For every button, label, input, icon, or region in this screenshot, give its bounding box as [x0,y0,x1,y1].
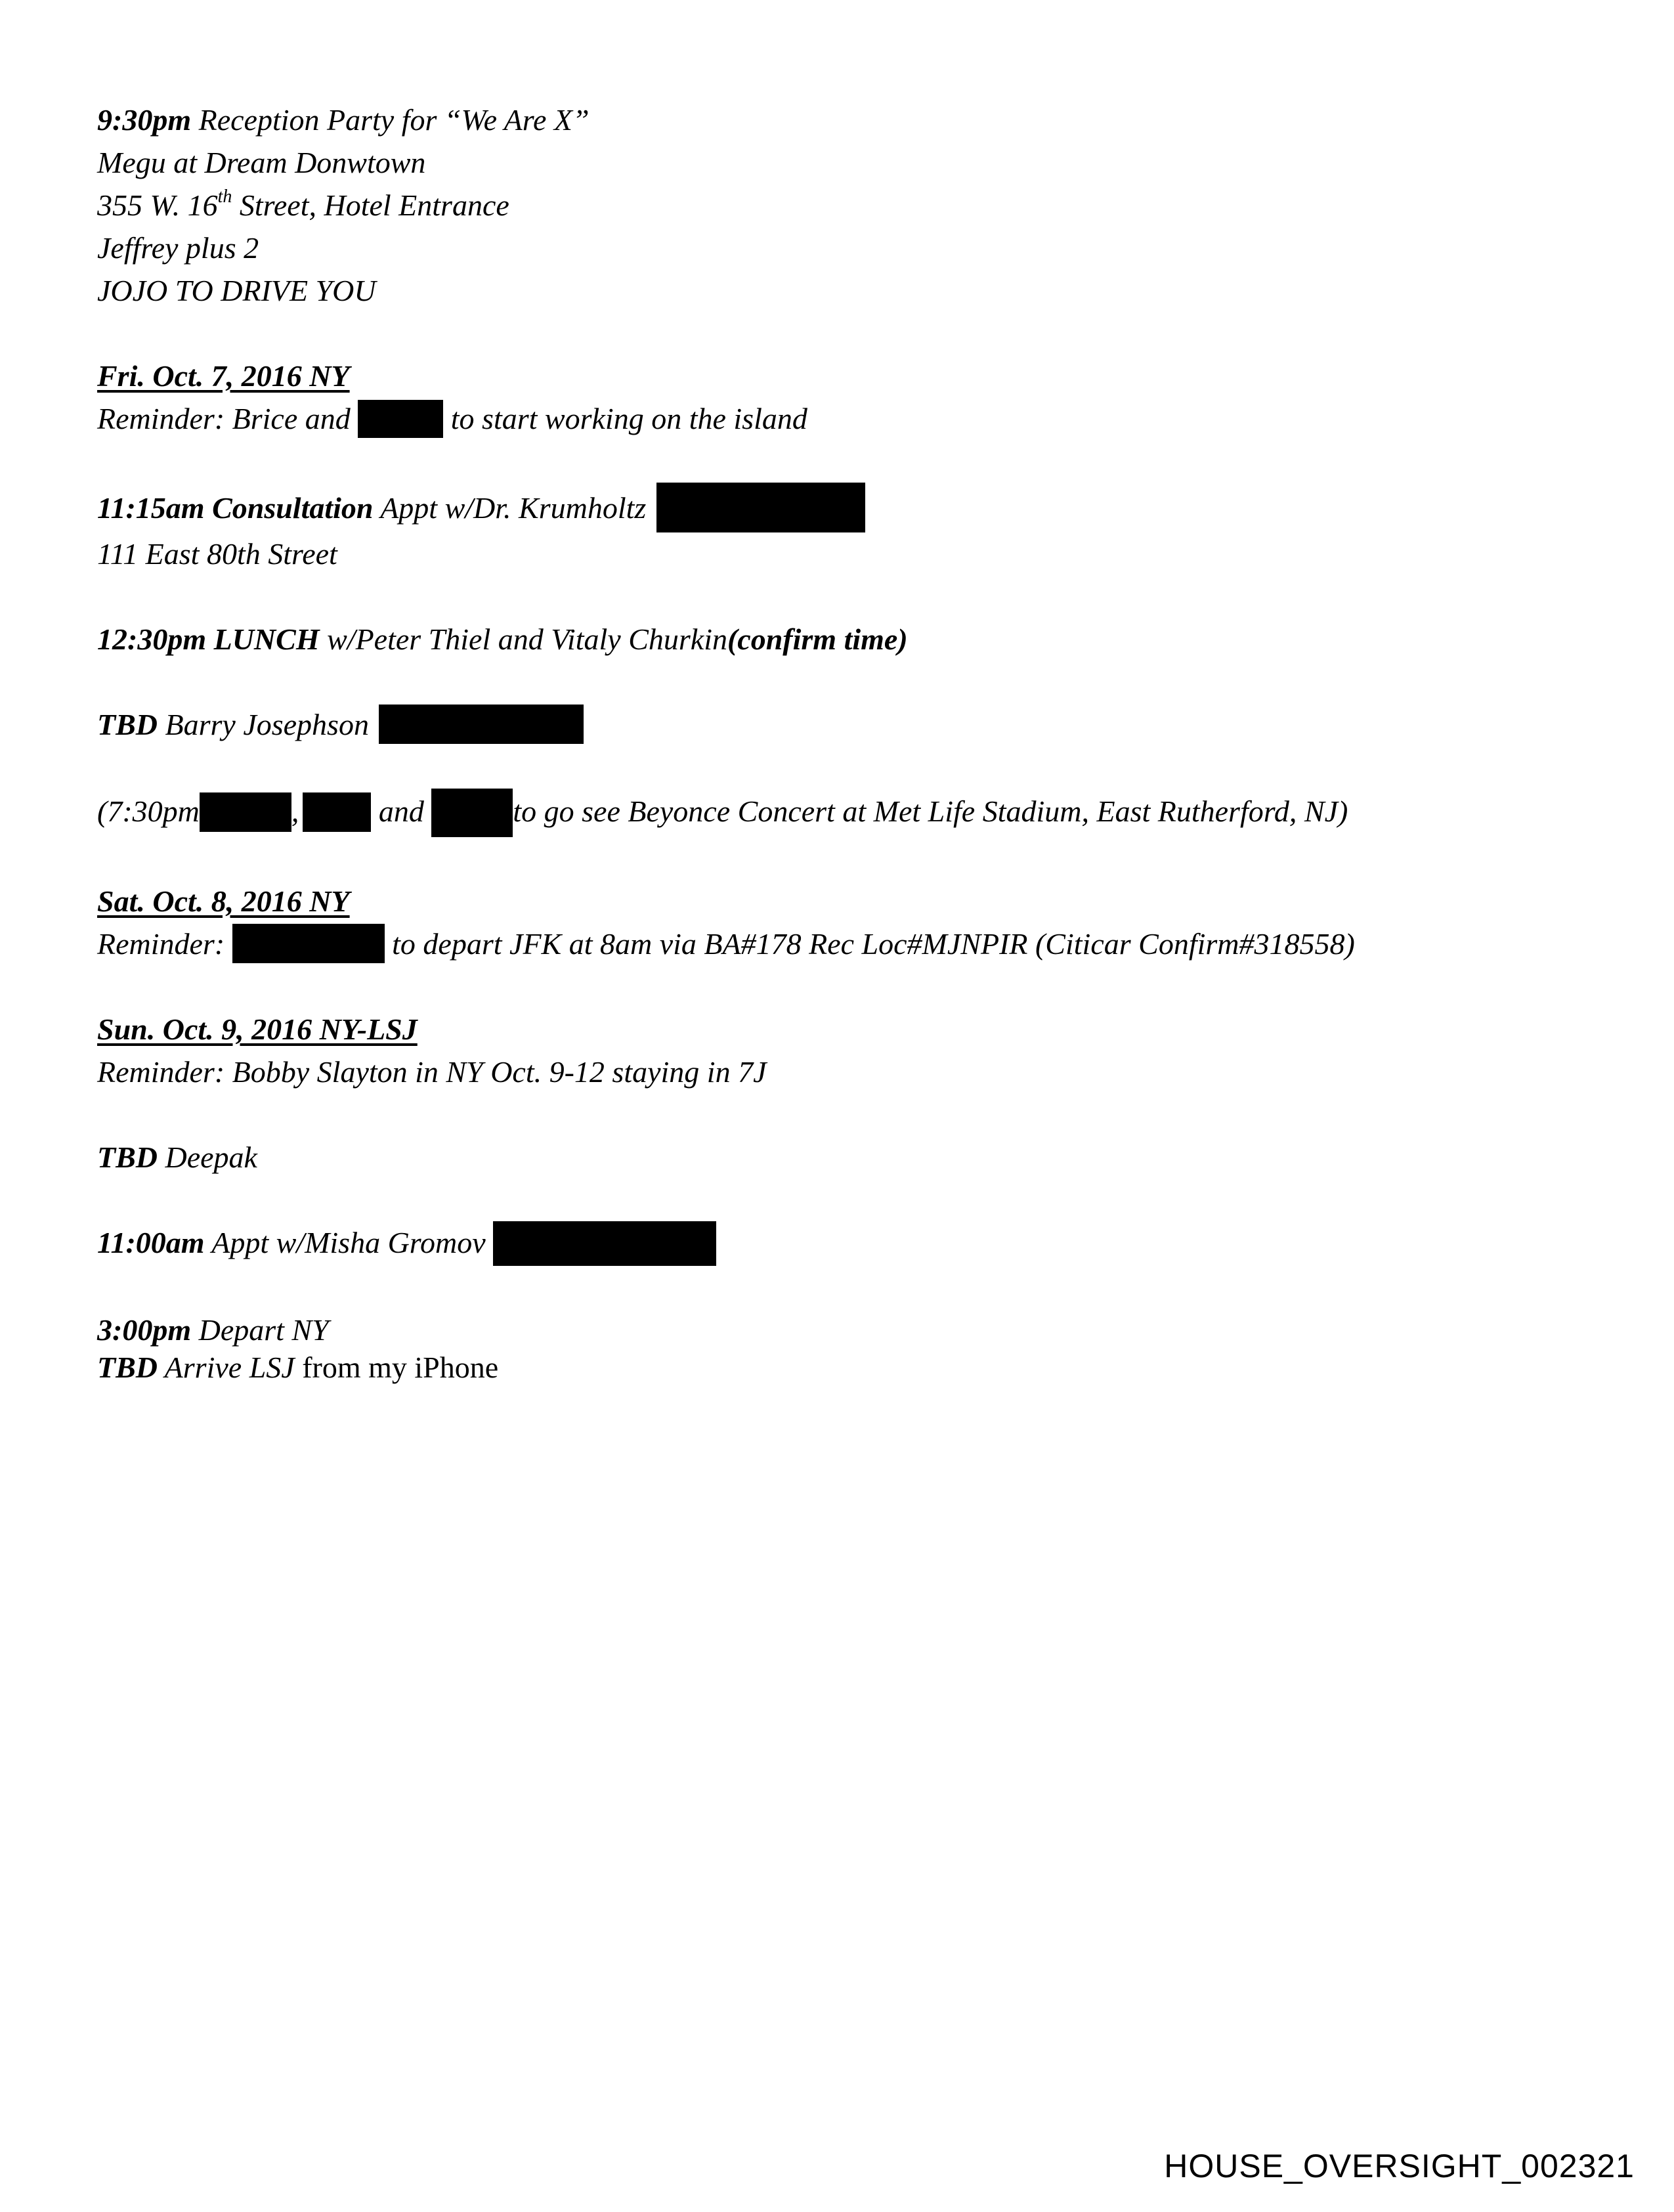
redaction-box [431,789,513,837]
schedule-document [97,98,1574,1389]
redaction-box [200,792,291,832]
reception-time: 9:30pm [97,103,192,137]
depart-time: 3:00pm [97,1313,192,1347]
redaction-box [358,400,443,438]
consult-time: 11:15am [97,491,205,525]
fri-reminder [97,397,1574,440]
reception-address-post: Street, Hotel Entrance [232,188,509,222]
friday-heading [97,355,1574,397]
reception-guests: Jeffrey plus 2 [97,231,259,265]
misha-time: 11:00am [97,1226,205,1259]
consultation-line [97,483,1574,532]
redaction-box [656,483,865,532]
consult-desc: Appt w/Dr. Krumholtz [380,491,647,525]
sun-reminder: Reminder: Bobby Slayton in NY Oct. 9-12 staying in 7J [97,1055,767,1089]
beyonce-post: to go see Beyonce Concert at Met Life Stadium, East Rutherford, NJ) [513,794,1348,828]
lunch-note: (confirm time) [727,622,908,656]
beyonce-pre: (7:30pm [97,794,200,828]
depart-line [97,1309,1574,1351]
reception-title: Reception Party for “We Are X” [198,103,590,137]
tbd-label: TBD [97,1140,158,1174]
beyonce-line [97,789,1574,837]
tbd-barry-line [97,703,1574,746]
arrive-line [97,1346,1574,1389]
sat-heading-text: Sat. Oct. 8, 2016 NY [97,884,350,918]
reception-line [97,98,1574,141]
misha-line [97,1221,1574,1266]
saturday-heading [97,880,1574,922]
reception-address-sup: th [217,186,232,207]
beyonce-and: and [378,794,424,828]
redaction-box [379,705,584,744]
lunch-label: LUNCH [213,622,320,656]
reception-address-pre: 355 W. 16 [97,188,218,222]
misha-desc: Appt w/Misha Gromov [211,1226,486,1259]
consult-label: Consultation [212,491,374,525]
sat-reminder-pre: Reminder: [97,927,225,961]
reception-venue: Megu at Dream Donwtown [97,146,426,179]
tbd-label: TBD [97,1351,158,1384]
sat-reminder-post: to depart JFK at 8am via BA#178 Rec Loc#MJNPIR (Citicar Confirm#318558) [392,927,1355,961]
tbd-label: TBD [97,708,158,741]
redaction-box [303,792,371,832]
sun-heading-text: Sun. Oct. 9, 2016 NY-LSJ [97,1012,418,1046]
consult-address: 111 East 80th Street [97,537,337,571]
lunch-desc: w/Peter Thiel and Vitaly Churkin [327,622,727,656]
tbd-deepak-line [97,1136,1574,1179]
sunday-heading [97,1008,1574,1051]
lunch-line [97,618,1574,661]
arrive-desc: Arrive LSJ [164,1351,295,1384]
bates-number: HOUSE_OVERSIGHT_002321 [1164,2148,1635,2184]
tbd-barry-desc: Barry Josephson [165,708,369,741]
arrive-suffix: from my iPhone [294,1351,499,1384]
lunch-time: 12:30pm [97,622,207,656]
fri-reminder-pre: Reminder: Brice and [97,402,351,435]
fri-heading-text: Fri. Oct. 7, 2016 NY [97,359,350,393]
tbd-deepak-desc: Deepak [165,1140,257,1174]
depart-desc: Depart NY [198,1313,329,1347]
reception-driver: JOJO TO DRIVE YOU [97,274,376,307]
beyonce-comma: , [291,794,299,828]
sat-reminder [97,922,1574,965]
reception-address [97,184,1574,227]
fri-reminder-post: to start working on the island [450,402,807,435]
redaction-box [493,1221,716,1266]
redaction-box [232,924,385,963]
